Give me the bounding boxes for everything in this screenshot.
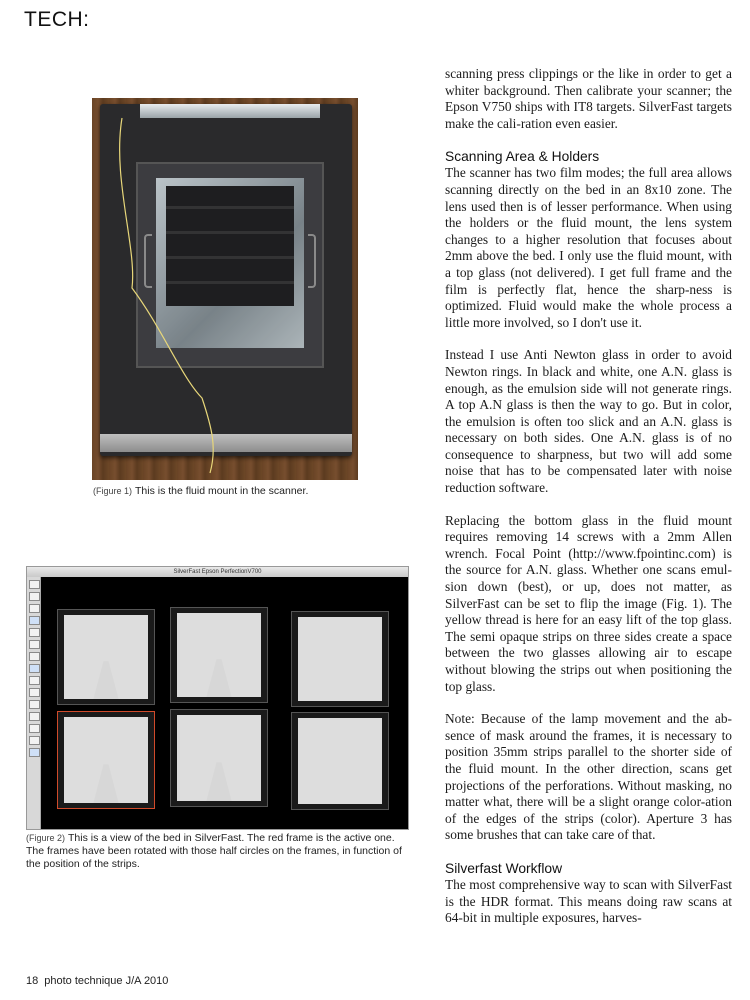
scan-frame xyxy=(170,709,268,807)
figure-2-screenshot xyxy=(26,566,409,830)
tool-icon xyxy=(29,736,40,745)
scan-frame-active xyxy=(57,711,155,809)
scan-frame xyxy=(291,611,389,707)
tool-icon xyxy=(29,604,40,613)
frame-photo xyxy=(177,715,261,801)
page-number: 18 xyxy=(26,975,39,987)
yellow-thread xyxy=(92,98,358,480)
subheading-scanning-area: Scanning Area & Holders xyxy=(445,149,600,165)
tool-icon xyxy=(29,592,40,601)
figure-1-tag: (Figure 1) xyxy=(93,486,133,496)
tool-icon xyxy=(29,688,40,697)
figure-1-caption xyxy=(93,485,308,498)
tool-icon xyxy=(29,580,40,589)
article-paragraph: The scanner has two film modes; the full area allows scanning directly on the bed in an 8x10 zone. The lens used then is of lesser performance. When using the holders or the fluid mount, the lens system changes to a higher resolution that focuses about 2mm above the bed. I only use the fluid mount, with a top glass (not delivered). I get full frame and the film is perfectly flat, hence the sharp-ness is optimized. Fluid would make the whole process a little more involved, so I don't use it. xyxy=(445,165,732,330)
frame-photo xyxy=(298,617,382,701)
scan-frame xyxy=(291,712,389,810)
subheading-silverfast-workflow: Silverfast Workflow xyxy=(445,860,563,876)
page-footer xyxy=(26,975,168,987)
tool-icon xyxy=(29,724,40,733)
tool-icon xyxy=(29,640,40,649)
figure-1-caption-text: This is the fluid mount in the scanner. xyxy=(135,485,309,497)
frame-photo xyxy=(64,615,148,699)
tool-icon xyxy=(29,676,40,685)
article-paragraph: Replacing the bottom glass in the fluid mount requires removing 14 screws with a 2mm Allen wrench. Focal Point (http://www.fpointinc.com) is the source for A.N. glass. Whether one scans emul-sion down (best), or up, does not matter, as SilverFast can be set to flip the image (Fig. 1). The yellow thread is here for an easy lift of the top glass. The semi opaque strips on three sides create a space between the two glasses allowing air to escape without blowing the strips out when positioning the top glass. xyxy=(445,512,732,694)
article-paragraph: The most comprehensive way to scan with SilverFast is the HDR format. This means doing raw scans at 64-bit in multiple exposures, harves- xyxy=(445,876,732,926)
publication-name: photo technique J/A 2010 xyxy=(44,975,169,987)
section-label: TECH: xyxy=(24,8,90,31)
frame-photo xyxy=(298,718,382,804)
figure-2-caption xyxy=(26,832,411,871)
tool-icon xyxy=(29,700,40,709)
scan-frame xyxy=(170,607,268,703)
silverfast-toolbar xyxy=(27,577,41,829)
tool-icon xyxy=(29,664,40,673)
article-paragraph: Instead I use Anti Newton glass in order to avoid Newton rings. In black and white, one A.N. glass is enough, as the emulsion side will not generate rings. A top A.N glass is then the way to go. But in color, the emulsion is often too slick and an A.N. glass is necessary on both sides. One A.N. glass is of no consequence to sharpness, but two will add some noise that has to be compensated later with noise reduction software. xyxy=(445,347,732,496)
tool-icon xyxy=(29,748,40,757)
figure-2-tag: (Figure 2) xyxy=(26,833,66,843)
article-paragraph: Note: Because of the lamp movement and the ab-sence of mask around the frames, it is necessary to position 35mm strips parallel to the shorter side of the fluid mount. In the other direction, scans get projections of the perforations. Without masking, no matter what, there will be a slight orange color-ation of the edges of the strips (color). Aperture 3 has some brushes that can take care of that. xyxy=(445,711,732,843)
tool-icon xyxy=(29,652,40,661)
silverfast-window-titlebar: SilverFast Epson PerfectionV700 xyxy=(27,567,408,577)
frame-photo xyxy=(177,613,261,697)
tool-icon xyxy=(29,712,40,721)
article-column xyxy=(445,66,732,927)
frame-photo xyxy=(64,717,148,803)
tool-icon xyxy=(29,616,40,625)
tool-icon xyxy=(29,628,40,637)
figure-2-caption-text: This is a view of the bed in SilverFast. The red frame is the active one. The frames have been rotated with those half circles on the frames, in function of the position of the strips. xyxy=(26,832,402,870)
article-paragraph: scanning press clippings or the like in order to get a whiter background. Then calibrate your scanner; the Epson V750 ships with IT8 targets. SilverFast targets make the cali-ration even easier. xyxy=(445,66,732,131)
figure-1-photo xyxy=(92,98,358,480)
scan-frame xyxy=(57,609,155,705)
